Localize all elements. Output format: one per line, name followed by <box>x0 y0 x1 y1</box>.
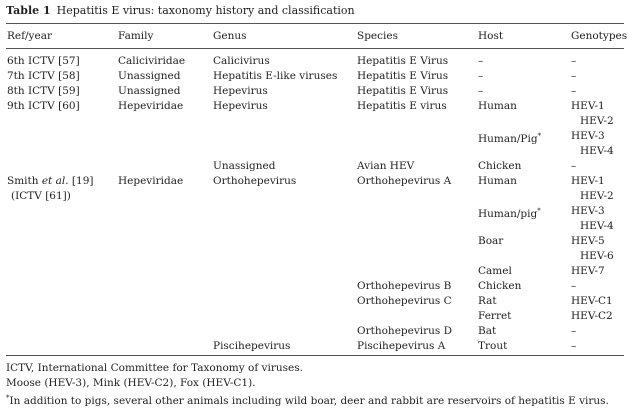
genus-cell: Calicivirus <box>213 55 270 67</box>
genotype-cell: HEV-3 <box>571 130 605 142</box>
host-text: Human/Pig <box>478 133 538 145</box>
footnote-hosts: Moose (HEV-3), Mink (HEV-C2), Fox (HEV-C1). <box>6 377 256 389</box>
host-cell: Boar <box>478 235 504 247</box>
header-family: Family <box>118 30 154 42</box>
genotype-cell: – <box>571 160 577 172</box>
host-cell: Chicken <box>478 280 522 292</box>
host-text: Human/pig <box>478 208 538 220</box>
host-cell <box>478 130 541 145</box>
family-cell: Hepeviridae <box>118 175 184 187</box>
family-cell: Caliciviridae <box>118 55 186 67</box>
genotype-cell: HEV-2 <box>580 190 614 202</box>
genotype-cell: – <box>571 325 577 337</box>
family-cell: Unassigned <box>118 70 181 82</box>
genotype-cell: HEV-5 <box>571 235 605 247</box>
genotype-cell: – <box>571 85 577 97</box>
table-footnotes <box>6 361 609 406</box>
genus-cell: Orthohepevirus <box>213 175 297 187</box>
genotype-cell: HEV-C1 <box>571 295 613 307</box>
genotype-cell: – <box>571 280 577 292</box>
genotype-cell: HEV-7 <box>571 265 605 277</box>
footnote-reservoirs <box>6 391 609 406</box>
genotype-cell: HEV-3 <box>571 205 605 217</box>
ref-author: Smith <box>7 175 39 187</box>
genotype-cell: – <box>571 55 577 67</box>
footnote-marker: * <box>537 207 541 215</box>
species-cell: Orthohepevirus C <box>357 295 452 307</box>
species-cell: Hepatitis E Virus <box>357 85 449 97</box>
ref-cell: 9th ICTV [60] <box>7 100 80 112</box>
genotype-cell: HEV-2 <box>580 115 614 127</box>
genotype-cell: HEV-4 <box>580 145 614 157</box>
ref-cell <box>7 175 93 187</box>
host-cell: – <box>478 55 484 67</box>
host-cell: Rat <box>478 295 497 307</box>
genus-cell: Hepevirus <box>213 85 268 97</box>
ref-etal: et al. <box>41 175 69 187</box>
genus-cell: Hepevirus <box>213 100 268 112</box>
ref-cell: 7th ICTV [58] <box>7 70 80 82</box>
host-cell: Chicken <box>478 160 522 172</box>
genotype-cell: HEV-1 <box>571 100 605 112</box>
ref-cell: 8th ICTV [59] <box>7 85 80 97</box>
family-cell: Hepeviridae <box>118 100 184 112</box>
header-species: Species <box>357 30 398 42</box>
ref-cell: 6th ICTV [57] <box>7 55 80 67</box>
host-cell <box>478 205 541 220</box>
header-genus: Genus <box>213 30 247 42</box>
genus-cell: Unassigned <box>213 160 276 172</box>
genotype-cell: – <box>571 340 577 352</box>
header-host: Host <box>478 30 504 42</box>
species-cell: Orthohepevirus D <box>357 325 453 337</box>
footnote-marker: * <box>537 132 542 140</box>
footnote-reservoirs-text: In addition to pigs, several other animals including wild boar, deer and rabbit are reservoirs of hepatitis E virus. <box>9 395 609 407</box>
genus-cell: Piscihepevirus <box>213 340 291 352</box>
host-cell: Human <box>478 100 517 112</box>
table-label: Table 1 <box>6 4 51 17</box>
genotype-cell: HEV-C2 <box>571 310 613 322</box>
header-genotypes: Genotypes <box>571 30 628 42</box>
footnote-abbreviation: ICTV, International Committee for Taxonomy of viruses. <box>6 362 303 374</box>
species-cell: Piscihepevirus A <box>357 340 446 352</box>
table-title: Hepatitis E virus: taxonomy history and classification <box>56 4 355 17</box>
genotype-cell: HEV-1 <box>571 175 605 187</box>
species-cell: Hepatitis E Virus <box>357 55 449 67</box>
ref-number: [19] <box>71 175 94 187</box>
species-cell: Avian HEV <box>357 160 415 172</box>
host-cell: Ferret <box>478 310 512 322</box>
species-cell: Hepatitis E Virus <box>357 70 449 82</box>
genotype-cell: HEV-4 <box>580 220 614 232</box>
host-cell: – <box>478 85 484 97</box>
host-cell: Camel <box>478 265 512 277</box>
genotype-cell: HEV-6 <box>580 250 614 262</box>
species-cell: Orthohepevirus A <box>357 175 452 187</box>
genus-cell: Hepatitis E-like viruses <box>213 70 338 82</box>
family-cell: Unassigned <box>118 85 181 97</box>
species-cell: Orthohepevirus B <box>357 280 452 292</box>
host-cell: Bat <box>478 325 497 337</box>
host-cell: Trout <box>478 340 508 352</box>
ref-cell-line2: (ICTV [61]) <box>11 190 71 202</box>
footnote-marker: * <box>6 394 10 402</box>
header-ref-year: Ref/year <box>7 30 52 42</box>
species-cell: Hepatitis E virus <box>357 100 447 112</box>
genotype-cell: – <box>571 70 577 82</box>
host-cell: Human <box>478 175 517 187</box>
host-cell: – <box>478 70 484 82</box>
